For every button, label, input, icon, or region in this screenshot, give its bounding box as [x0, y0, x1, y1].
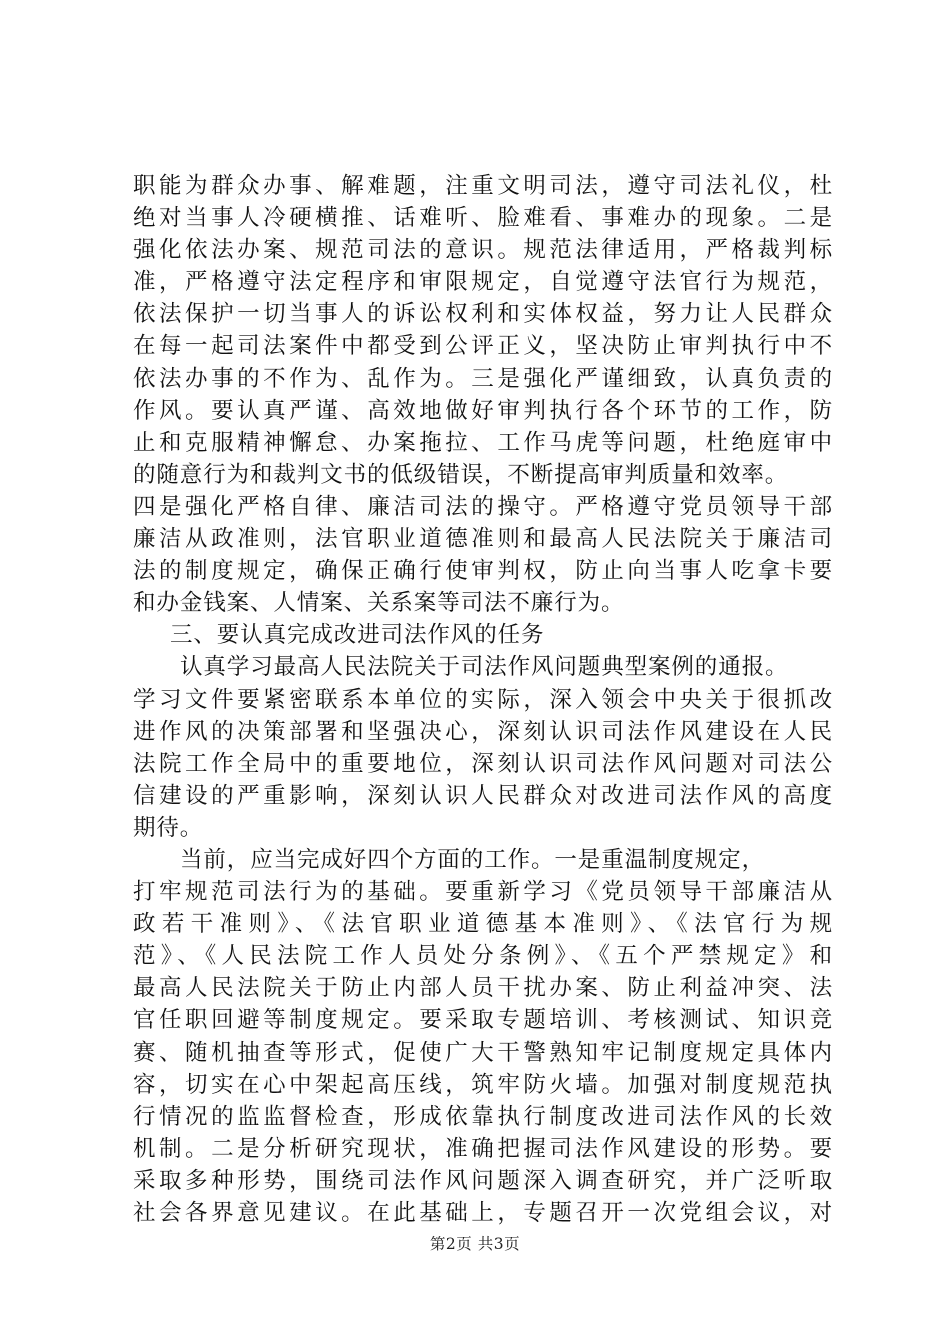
section-heading: 三、要认真完成改进司法作风的任务 [170, 622, 545, 649]
text-line: 依法保护一切当事人的诉讼权利和实体权益，努力让人民群众 [133, 301, 833, 328]
text-line: 绝对当事人冷硬横推、话难听、脸难看、事难办的现象。二是 [133, 205, 833, 232]
text-line: 作风。要认真严谨、高效地做好审判执行各个环节的工作，防 [133, 397, 833, 424]
text-line: 机制。二是分析研究现状，准确把握司法作风建设的形势。要 [133, 1135, 833, 1162]
document-body [133, 170, 833, 1229]
text-line: 采取多种形势，围绕司法作风问题深入调查研究，并广泛听取 [133, 1167, 833, 1194]
text-line: 范》、《人民法院工作人员处分条例》、《五个严禁规定》和 [133, 943, 833, 970]
text-line: 社会各界意见建议。在此基础上，专题召开一次党组会议，对 [133, 1200, 833, 1226]
text-line: 依法办事的不作为、乱作为。三是强化严谨细致，认真负责的 [133, 365, 833, 392]
page-number: 第2页 共3页 [429, 1235, 521, 1253]
text-line: 准，严格遵守法定程序和审限规定，自觉遵守法官行为规范， [133, 269, 833, 296]
text-line: 期待。 [133, 814, 204, 841]
text-line: 政若干准则》、《法官职业道德基本准则》、《法官行为规 [133, 911, 833, 938]
text-line: 信建设的严重影响，深刻认识人民群众对改进司法作风的高度 [133, 782, 833, 809]
text-line: 进作风的决策部署和坚强决心，深刻认识司法作风建设在人民 [133, 718, 833, 745]
text-line: 打牢规范司法行为的基础。要重新学习《党员领导干部廉洁从 [133, 879, 833, 906]
text-line: 职能为群众办事、解难题，注重文明司法，遵守司法礼仪，杜 [133, 173, 833, 199]
text-line: 容，切实在心中架起高压线，筑牢防火墙。加强对制度规范执 [133, 1071, 833, 1098]
text-line: 学习文件要紧密联系本单位的实际，深入领会中央关于很抓改 [133, 686, 833, 713]
text-line: 法院工作全局中的重要地位，深刻认识司法作风问题对司法公 [133, 750, 833, 777]
text-line: 在每一起司法案件中都受到公评正义，坚决防止审判执行中不 [133, 333, 833, 360]
text-line: 强化依法办案、规范司法的意识。规范法律适用，严格裁判标 [133, 237, 833, 264]
text-line: 认真学习最高人民法院关于司法作风问题典型案例的通报。 [180, 654, 789, 681]
text-line: 止和克服精神懈怠、办案拖拉、工作马虎等问题，杜绝庭审中 [133, 429, 833, 456]
text-line: 最高人民法院关于防止内部人员干扰办案、防止利益冲突、法 [133, 975, 833, 1002]
text-line: 法的制度规定，确保正确行使审判权，防止向当事人吃拿卡要 [133, 558, 833, 585]
text-line: 和办金钱案、人情案、关系案等司法不廉行为。 [133, 590, 625, 617]
text-line: 赛、随机抽查等形式，促使广大干警熟知牢记制度规定具体内 [133, 1039, 833, 1066]
text-line: 的随意行为和裁判文书的低级错误，不断提高审判质量和效率。 [133, 461, 789, 488]
text-line: 四是强化严格自律、廉洁司法的操守。严格遵守党员领导干部 [133, 493, 833, 520]
text-line: 官任职回避等制度规定。要采取专题培训、考核测试、知识竞 [133, 1007, 833, 1034]
text-line: 行情况的监监督检查，形成依靠执行制度改进司法作风的长效 [133, 1103, 833, 1130]
text-line: 当前，应当完成好四个方面的工作。一是重温制度规定， [180, 846, 766, 873]
text-line: 廉洁从政准则，法官职业道德准则和最高人民法院关于廉洁司 [133, 526, 833, 553]
